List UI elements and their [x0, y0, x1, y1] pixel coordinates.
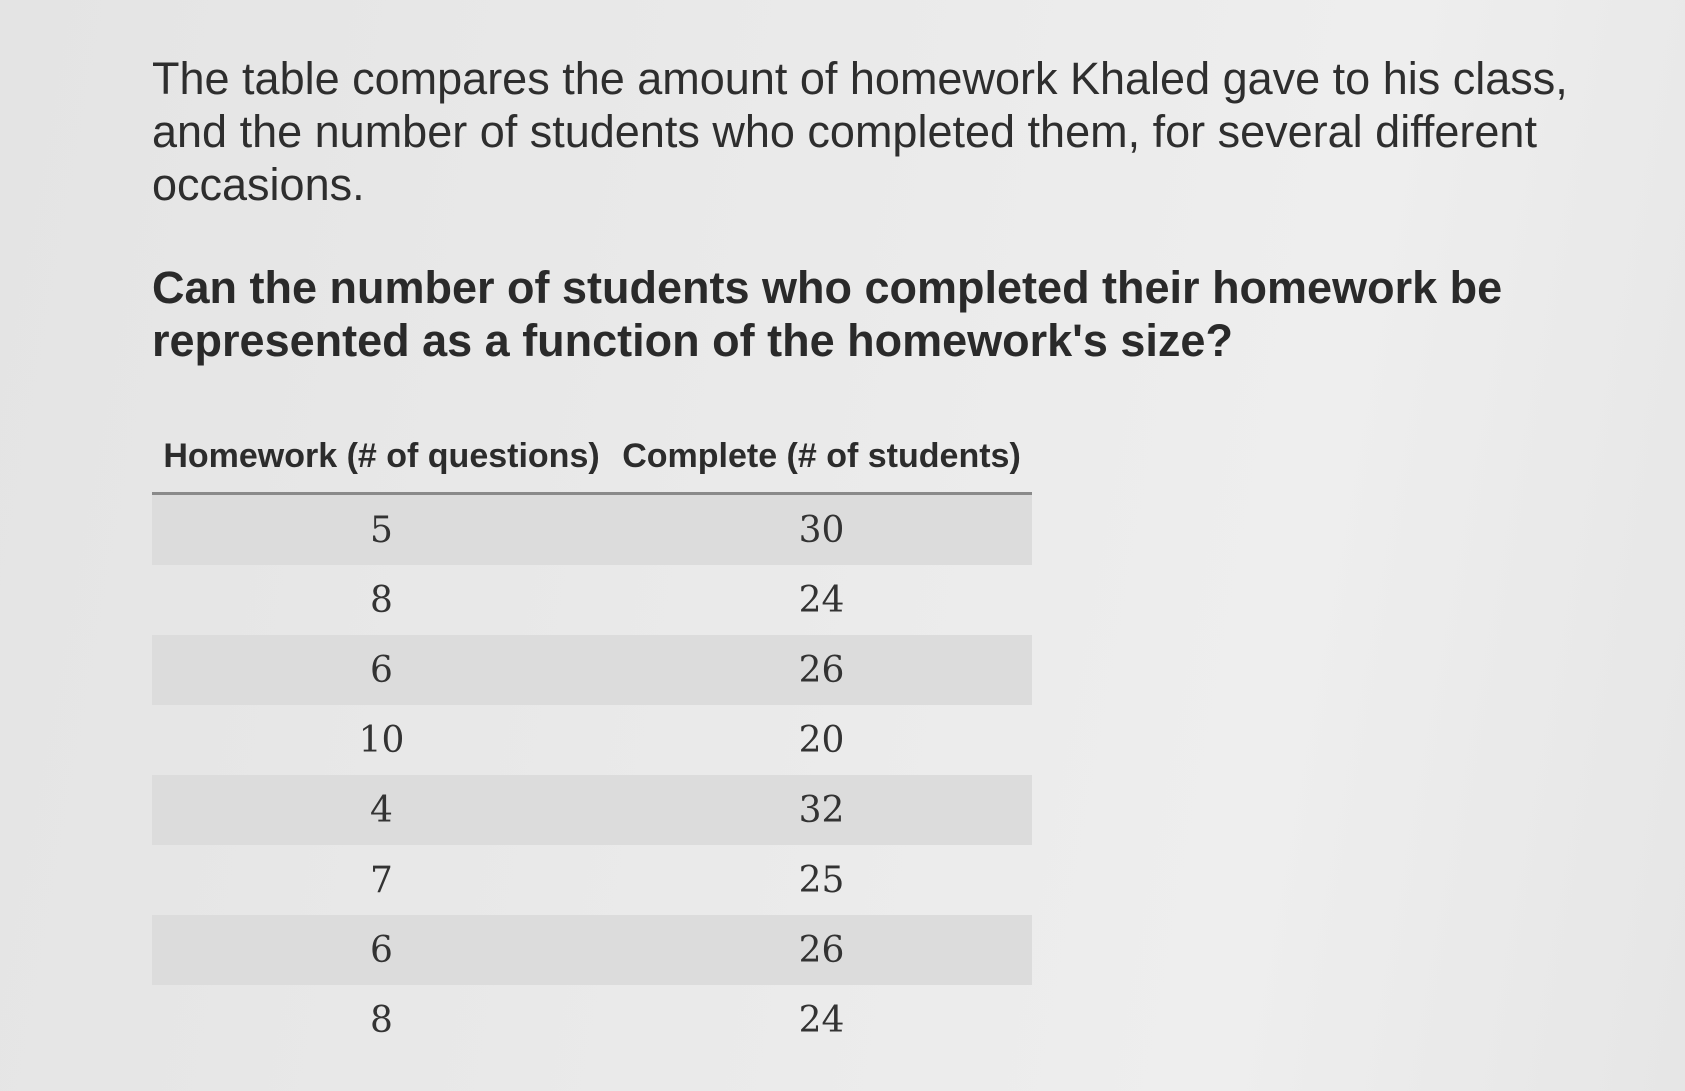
complete-cell: 24 — [798, 999, 845, 1041]
homework-cell: 8 — [370, 999, 393, 1041]
homework-cell: 7 — [370, 859, 393, 901]
complete-cell: 30 — [611, 494, 1032, 566]
problem-content — [152, 52, 1632, 1055]
question-paragraph: Can the number of students who completed their homework be represented as a function of the homework's size? — [152, 262, 1503, 366]
table-row — [152, 775, 1032, 845]
homework-cell: 6 — [152, 915, 611, 985]
homework-cell: 5 — [152, 494, 611, 566]
complete-cell: 26 — [611, 915, 1032, 985]
complete-cell: 32 — [611, 775, 1032, 845]
homework-cell: 4 — [152, 775, 611, 845]
table-header-row — [152, 429, 1032, 494]
complete-cell: 20 — [798, 719, 845, 761]
header-homework: Homework (# of questions) — [152, 429, 611, 494]
homework-cell: 8 — [370, 579, 393, 621]
homework-table — [152, 429, 1032, 1055]
table-row — [152, 845, 1032, 915]
table-row — [152, 915, 1032, 985]
intro-paragraph: The table compares the amount of homework Khaled gave to his class, and the number of students who completed them, for several different occasions. — [152, 53, 1568, 210]
table-row — [152, 494, 1032, 566]
complete-cell: 24 — [798, 579, 845, 621]
table-row — [152, 985, 1032, 1055]
table-row — [152, 705, 1032, 775]
complete-cell: 26 — [611, 635, 1032, 705]
complete-cell: 25 — [798, 859, 845, 901]
homework-cell: 6 — [152, 635, 611, 705]
header-complete: Complete (# of students) — [611, 429, 1032, 494]
homework-cell: 10 — [358, 719, 405, 761]
table-row — [152, 565, 1032, 635]
table-row — [152, 635, 1032, 705]
